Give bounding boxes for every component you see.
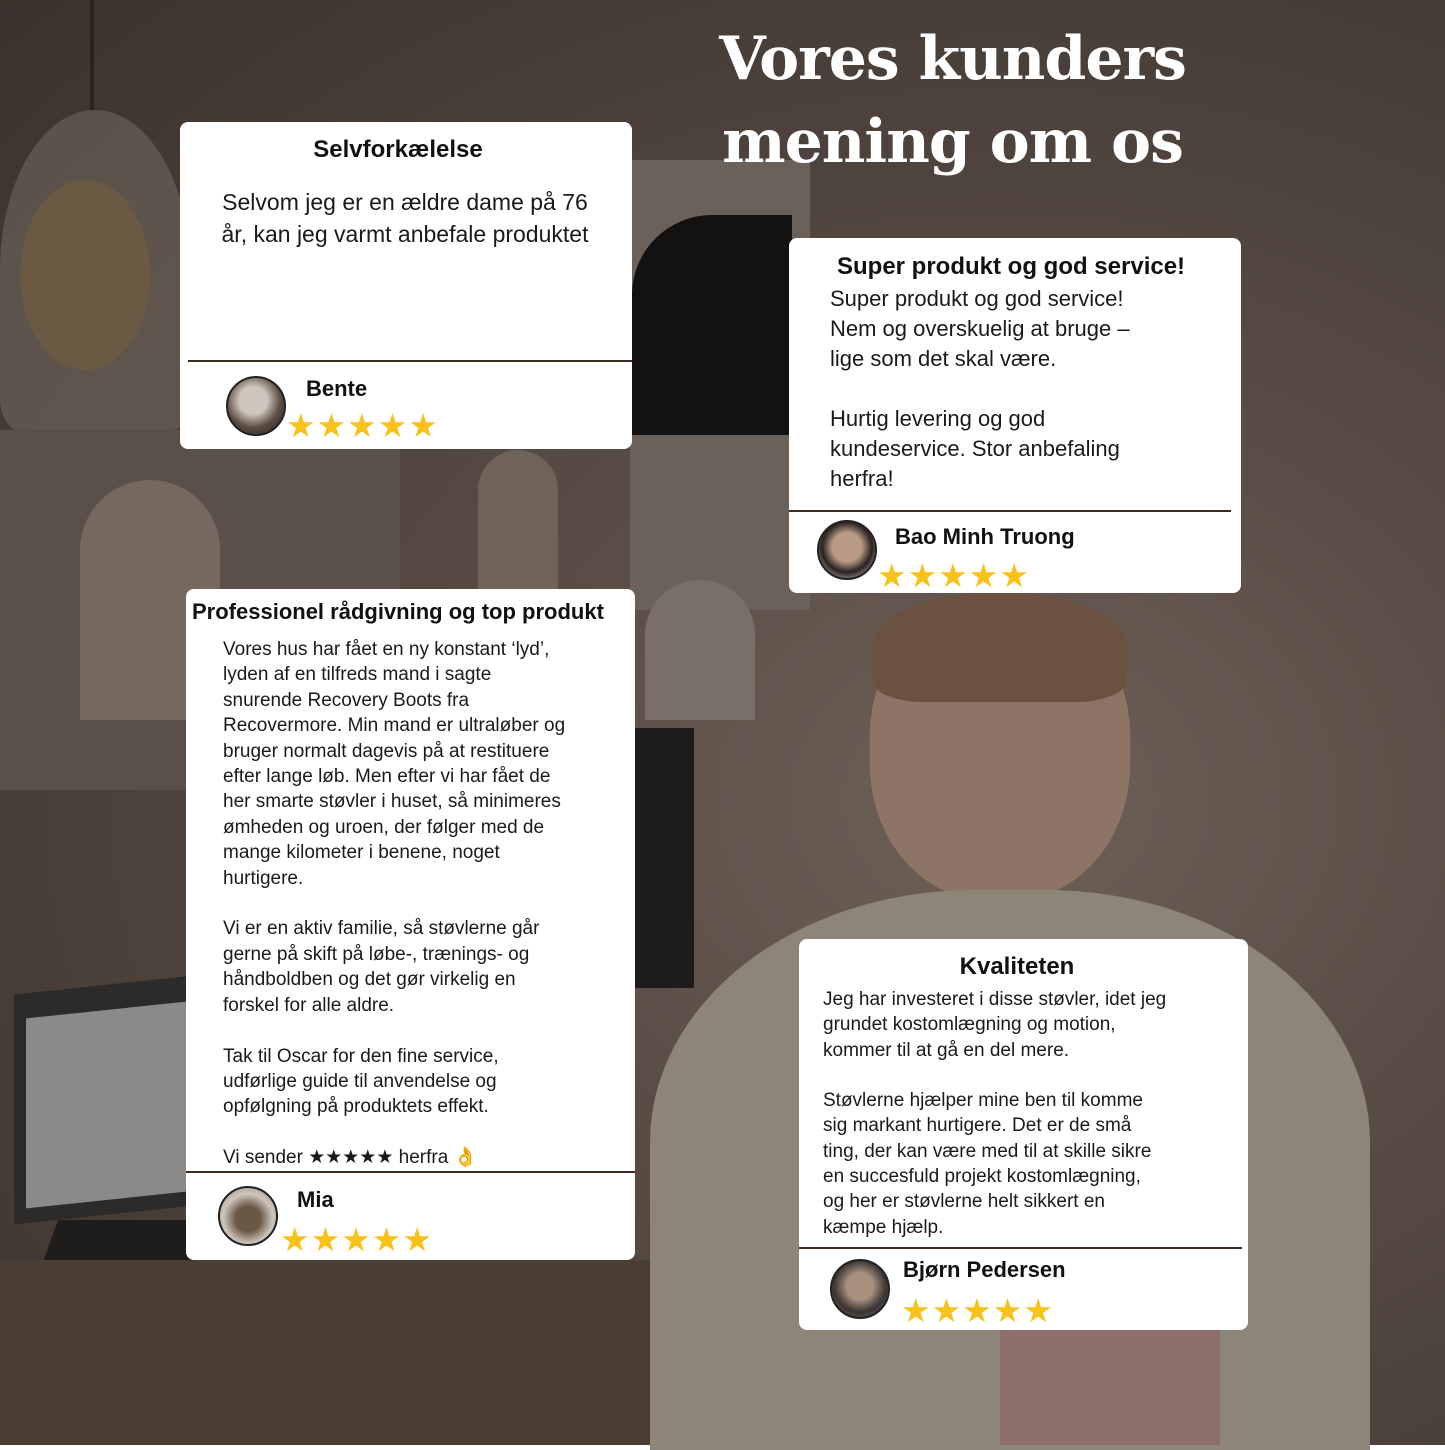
page-title xyxy=(700,18,1205,184)
review-heading: Professionel rådgivning og top produkt xyxy=(192,599,604,624)
review-body: Jeg har investeret i disse støvler, idet jeg grundet kostomlægning og motion, kommer til at gå en del mere. Støvlerne hjælper mine ben til komme sig markant hurtigere. Det er de små ting, der kan være med til at skille sikre en succesfuld projekt kostomlægning, og her er støvlerne helt sikkert en kæmpe hjælp. xyxy=(823,989,1167,1238)
review-body: Vores hus har fået en ny konstant ‘lyd’, lyden af en tilfreds mand i sagte snurende Recovery Boots fra Recovermore. Min mand er ultraløber og bruger normalt dagevis på at restituere efter lange løb. Men efter vi har fået de her smarte støvler i huset, så minimeres ømheden og uroen, der følger med de mange kilometer i benene, noget hurtigere. Vi er en aktiv familie, så støvlerne går gerne på skift på løbe-, trænings- og håndboldben og det gør virkelig en forskel for alle aldre. Tak til Oscar for den fine service, udførlige guide til anvendelse og opfølgning på produktets effekt. Vi sender ★★★★★ herfra 👌 xyxy=(223,639,566,1169)
star-rating: ★★★★★ xyxy=(286,406,439,445)
laptop-display xyxy=(26,1002,186,1209)
review-card-bente xyxy=(180,122,632,449)
wall-art-arch-2 xyxy=(478,450,558,610)
divider xyxy=(188,360,632,362)
avatar xyxy=(817,520,877,580)
wall-art-dark xyxy=(632,215,792,435)
shirt-print xyxy=(1000,1330,1220,1445)
review-heading: Super produkt og god service! xyxy=(837,253,1186,280)
review-card-bao-minh-truong xyxy=(789,238,1241,593)
review-body: Selvom jeg er en ældre dame på 76 år, kan jeg varmt anbefale produktet xyxy=(221,189,589,247)
wall-art-arch-3 xyxy=(645,580,755,720)
lamp-bulb xyxy=(20,180,150,370)
avatar xyxy=(226,376,286,436)
divider xyxy=(799,1247,1242,1249)
star-rating: ★★★★★ xyxy=(901,1291,1054,1330)
monitor xyxy=(634,728,694,988)
avatar xyxy=(830,1259,890,1319)
page-title-line1: Vores kunders xyxy=(719,24,1186,94)
divider xyxy=(186,1171,635,1173)
reviewer-name: Bjørn Pedersen xyxy=(903,1257,1066,1282)
star-rating: ★★★★★ xyxy=(877,556,1030,595)
lamp-cord xyxy=(90,0,94,110)
review-body: Super produkt og god service! Nem og overskuelig at bruge – lige som det skal være. Hurtig levering og god kundeservice. Stor anbefaling herfra! xyxy=(830,286,1130,491)
person-hair xyxy=(872,592,1127,702)
reviewer-name: Bao Minh Truong xyxy=(895,524,1075,549)
divider xyxy=(789,510,1231,512)
table xyxy=(0,1260,650,1445)
review-heading: Selvforkælelse xyxy=(313,136,483,163)
reviewer-name: Bente xyxy=(306,376,368,401)
reviewer-name: Mia xyxy=(297,1187,334,1212)
avatar xyxy=(218,1186,278,1246)
review-card-bjorn-pedersen xyxy=(799,939,1248,1330)
review-card-mia xyxy=(186,589,635,1260)
star-rating: ★★★★★ xyxy=(280,1220,433,1259)
review-heading: Kvaliteten xyxy=(959,953,1075,980)
page-title-line2: mening om os xyxy=(722,107,1183,177)
